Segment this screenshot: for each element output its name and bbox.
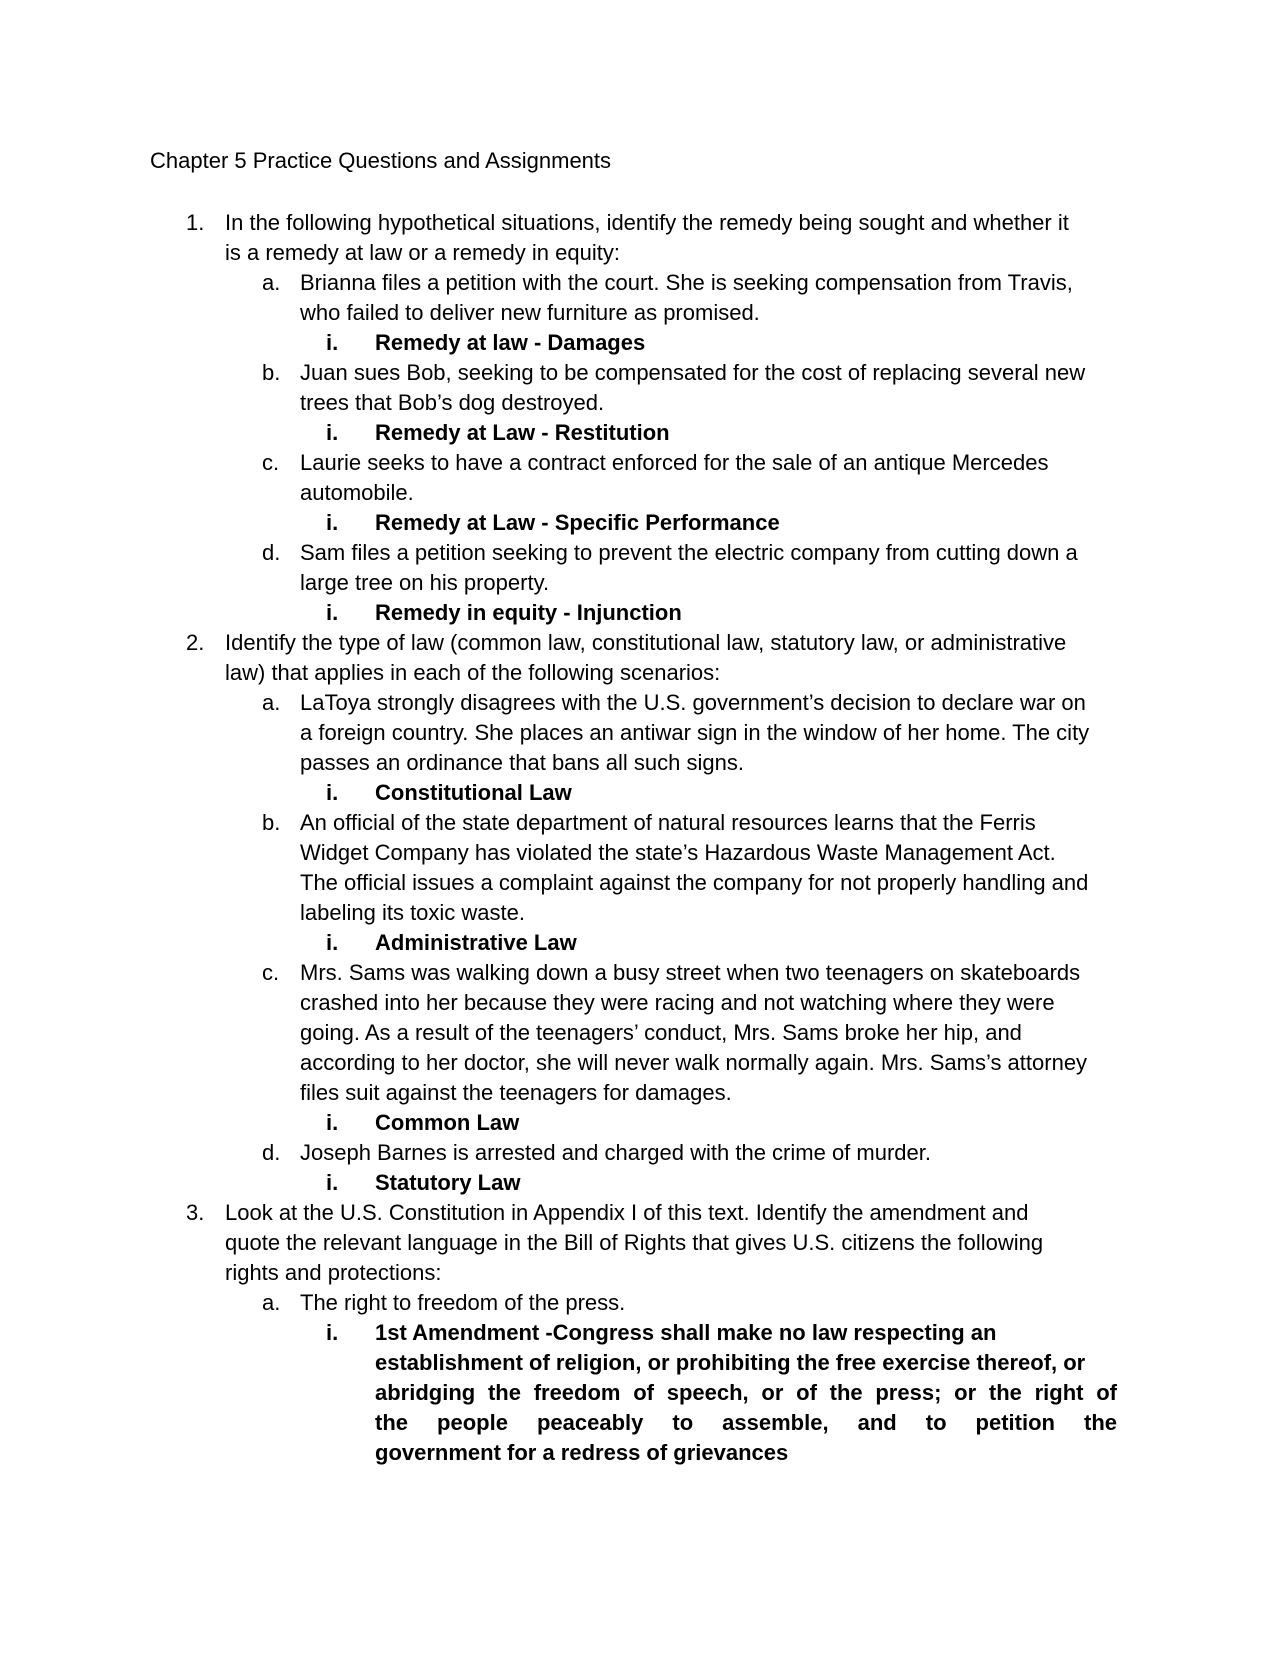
question-text: quote the relevant language in the Bill of Rights that gives U.S. citizens the following [225,1230,1044,1255]
question-line [0,208,1280,238]
sub-question-text: Widget Company has violated the state’s Hazardous Waste Management Act. [300,840,1056,865]
question-line [0,628,1280,658]
answer-line [0,778,1280,808]
question-line [0,1258,1280,1288]
sub-question-line [0,808,1280,838]
sub-question-text: who failed to deliver new furniture as promised. [300,300,760,325]
sub-question-line [0,538,1280,568]
sub-question-marker: d. [262,1140,281,1165]
question-line [0,238,1280,268]
sub-question-text: LaToya strongly disagrees with the U.S. government’s decision to declare war on [300,690,1086,715]
question-marker: 2. [186,630,205,655]
answer-text: Remedy at Law - Specific Performance [375,510,780,535]
sub-question-line [0,1078,1280,1108]
sub-question-marker: a. [262,690,281,715]
sub-question-text: Juan sues Bob, seeking to be compensated for the cost of replacing several new [300,360,1086,385]
answer-text: Common Law [375,1110,520,1135]
sub-question-line [0,958,1280,988]
answer-text: government for a redress of grievances [375,1440,789,1465]
answer-marker: i. [326,1110,339,1135]
sub-question-text: trees that Bob’s dog destroyed. [300,390,605,415]
answer-text: Constitutional Law [375,780,572,805]
sub-question-text: crashed into her because they were racing and not watching where they were [300,990,1055,1015]
sub-question-text: a foreign country. She places an antiwar sign in the window of her home. The city [300,720,1090,745]
sub-question-line [0,1018,1280,1048]
answer-marker: i. [326,600,339,625]
question-text: In the following hypothetical situations, identify the remedy being sought and whether it [225,210,1069,235]
sub-question-text: files suit against the teenagers for damages. [300,1080,732,1105]
sub-question-line [0,1138,1280,1168]
sub-question-line [0,268,1280,298]
sub-question-text: Laurie seeks to have a contract enforced for the sale of an antique Mercedes [300,450,1049,475]
sub-question-text: going. As a result of the teenagers’ conduct, Mrs. Sams broke her hip, and [300,1020,1022,1045]
question-line [0,1228,1280,1258]
answer-line [0,508,1280,538]
sub-question-marker: b. [262,360,281,385]
sub-question-text: The right to freedom of the press. [300,1290,626,1315]
answer-text: Statutory Law [375,1170,521,1195]
sub-question-line [0,718,1280,748]
answer-text: 1st Amendment -Congress shall make no law respecting an [375,1320,997,1345]
answer-line [0,1168,1280,1198]
sub-question-text: Mrs. Sams was walking down a busy street when two teenagers on skateboards [300,960,1081,985]
sub-question-line [0,448,1280,478]
question-marker: 1. [186,210,205,235]
sub-question-line [0,898,1280,928]
answer-line [0,1348,1280,1378]
answer-text: the people peaceably to assemble, and to petition the [375,1410,1117,1435]
sub-question-text: Sam files a petition seeking to prevent the electric company from cutting down a [300,540,1078,565]
answer-text: Remedy at Law - Restitution [375,420,670,445]
sub-question-marker: a. [262,270,281,295]
answer-line [0,598,1280,628]
sub-question-text: passes an ordinance that bans all such signs. [300,750,744,775]
sub-question-text: labeling its toxic waste. [300,900,525,925]
sub-question-line [0,388,1280,418]
sub-question-text: large tree on his property. [300,570,550,595]
sub-question-text: The official issues a complaint against the company for not properly handling and [300,870,1089,895]
answer-text: Administrative Law [375,930,577,955]
answer-text: Remedy in equity - Injunction [375,600,682,625]
sub-question-text: Brianna files a petition with the court. She is seeking compensation from Travis, [300,270,1073,295]
answer-line [0,1438,1280,1468]
answer-marker: i. [326,330,339,355]
answer-line [0,1318,1280,1348]
question-line [0,658,1280,688]
sub-question-line [0,688,1280,718]
question-text: Look at the U.S. Constitution in Appendix I of this text. Identify the amendment and [225,1200,1029,1225]
answer-line [0,418,1280,448]
answer-line [0,1108,1280,1138]
sub-question-line [0,748,1280,778]
question-text: rights and protections: [225,1260,442,1285]
sub-question-line [0,568,1280,598]
sub-question-line [0,358,1280,388]
answer-line [0,928,1280,958]
sub-question-line [0,478,1280,508]
question-text: law) that applies in each of the following scenarios: [225,660,721,685]
document-title: Chapter 5 Practice Questions and Assignments [150,148,612,173]
sub-question-marker: b. [262,810,281,835]
answer-marker: i. [326,930,339,955]
sub-question-line [0,838,1280,868]
sub-question-line [0,1288,1280,1318]
answer-marker: i. [326,510,339,535]
sub-question-text: according to her doctor, she will never walk normally again. Mrs. Sams’s attorney [300,1050,1088,1075]
sub-question-text: automobile. [300,480,414,505]
sub-question-text: Joseph Barnes is arrested and charged with the crime of murder. [300,1140,931,1165]
sub-question-marker: c. [262,450,280,475]
question-text: is a remedy at law or a remedy in equity: [225,240,620,265]
sub-question-line [0,298,1280,328]
sub-question-line [0,1048,1280,1078]
answer-text: establishment of religion, or prohibiting the free exercise thereof, or [375,1350,1086,1375]
answer-text: abridging the freedom of speech, or of the press; or the right of [375,1380,1117,1405]
answer-marker: i. [326,420,339,445]
answer-marker: i. [326,1170,339,1195]
sub-question-marker: c. [262,960,280,985]
answer-marker: i. [326,1320,339,1345]
answer-marker: i. [326,780,339,805]
question-text: Identify the type of law (common law, constitutional law, statutory law, or administrative [225,630,1067,655]
sub-question-marker: d. [262,540,281,565]
sub-question-text: An official of the state department of natural resources learns that the Ferris [300,810,1036,835]
sub-question-line [0,868,1280,898]
question-line [0,1198,1280,1228]
answer-line [0,328,1280,358]
answer-line [0,1378,1280,1408]
question-marker: 3. [186,1200,205,1225]
sub-question-marker: a. [262,1290,281,1315]
answer-line [0,1408,1280,1438]
sub-question-line [0,988,1280,1018]
question-list [0,208,1280,1468]
answer-text: Remedy at law - Damages [375,330,646,355]
